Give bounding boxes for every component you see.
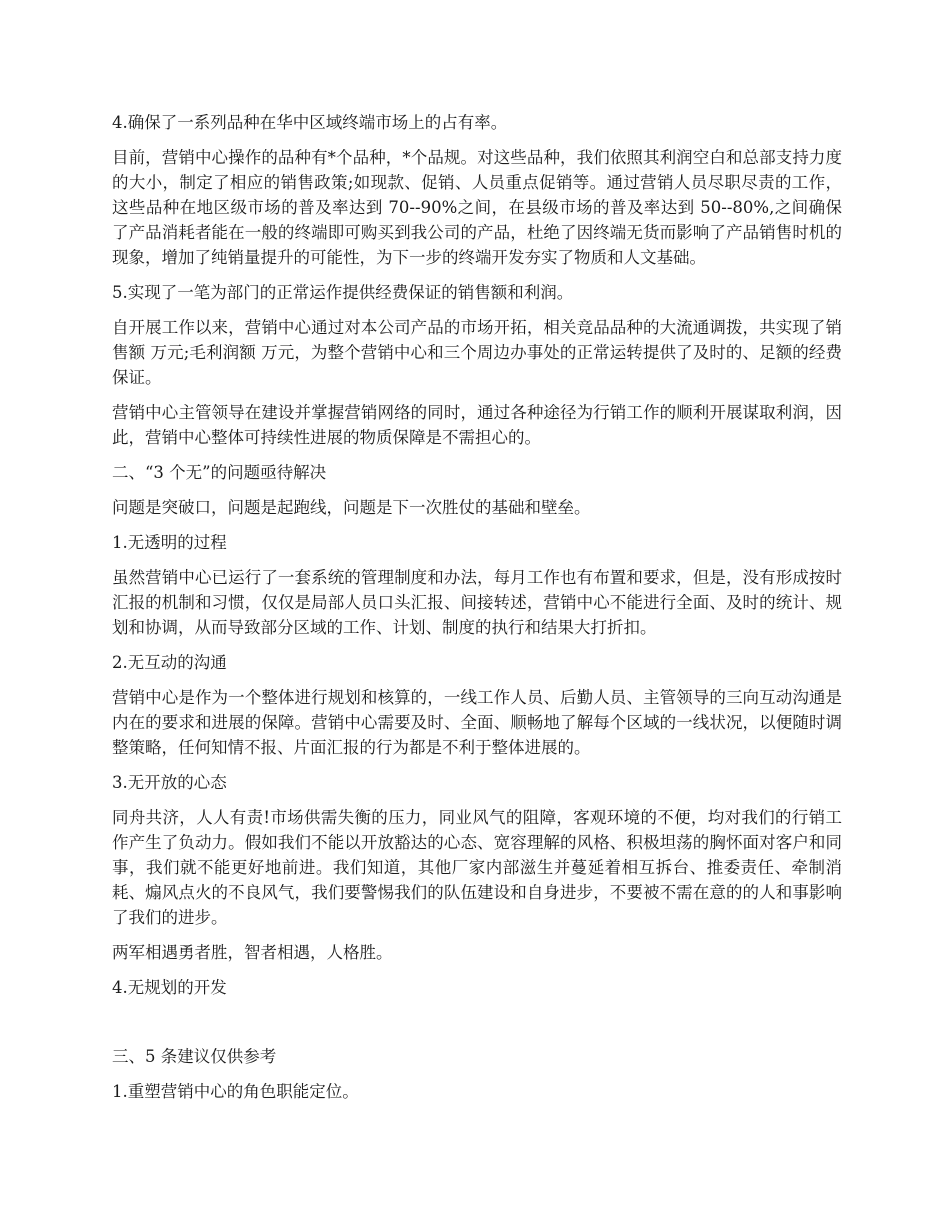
subheading-reshape-role: 1.重塑营销中心的角色职能定位。 [112, 1082, 359, 1101]
paragraph-sales-results: 自开展工作以来，营销中心通过对本公司产品的市场开拓，相关竞品品种的大流通调拨，共实现了销售额 万元;毛利润额 万元，为整个营销中心和三个周边办事处的正常运转提供了及时的、足额的经费保证。 [112, 318, 842, 387]
paragraph-no-transparency: 虽然营销中心已运行了一套系统的管理制度和办法，每月工作也有布置和要求，但是，没有形成按时汇报的机制和习惯，仅仅是局部人员口头汇报、间接转述，营销中心不能进行全面、及时的统计、规划和协调，从而导致部分区域的工作、计划、制度的执行和结果大打折扣。 [112, 568, 842, 637]
paragraph-product-coverage: 目前，营销中心操作的品种有*个品种，*个品规。对这些品种，我们依照其利润空白和总部支持力度的大小，制定了相应的销售政策;如现款、促销、人员重点促销等。通过营销人员尽职尽责的工作，这些品种在地区级市场的普及率达到 70--90%之间，在县级市场的普及率达到 50--80%,之间确保了产品消耗者能在一般的终端即可购买到我公司的产品，杜绝了因终端无货而影响了产品销售时机的现象，增加了纯销量提升的可能性，为下一步的终端开发夯实了物质和人文基础。 [112, 148, 842, 267]
paragraph-profit-guarantee: 营销中心主管领导在建设并掌握营销网络的同时，通过各种途径为行销工作的顺利开展谋取利润，因此，营销中心整体可持续性进展的物质保障是不需担心的。 [112, 403, 842, 447]
subheading-no-interaction: 2.无互动的沟通 [112, 653, 227, 672]
section-heading-three-problems: 二、“3 个无”的问题亟待解决 [112, 463, 327, 482]
paragraph-proverb: 两军相遇勇者胜，智者相遇，人格胜。 [112, 943, 393, 962]
paragraph-no-openness: 同舟共济，人人有责!市场供需失衡的压力，同业风气的阻障，客观环境的不便，均对我们的行销工作产生了负动力。假如我们不能以开放豁达的心态、宽容理解的风格、积极坦荡的胸怀面对客户和同事，我们就不能更好地前进。我们知道，其他厂家内部滋生并蔓延着相互拆台、推委责任、牵制消耗、煽风点火的不良风气，我们要警惕我们的队伍建设和自身进步，不要被不需在意的的人和事影响了我们的进步。 [112, 808, 842, 927]
subheading-no-planning: 4.无规划的开发 [112, 978, 227, 997]
document-page [112, 110, 842, 1114]
section-heading-market-share: 4.确保了一系列品种在华中区域终端市场上的占有率。 [112, 113, 508, 132]
subheading-no-openness: 3.无开放的心态 [112, 773, 227, 792]
blank-spacer [112, 1010, 842, 1044]
section-heading-sales-profit: 5.实现了一笔为部门的正常运作提供经费保证的销售额和利润。 [112, 283, 574, 302]
subheading-no-transparency: 1.无透明的过程 [112, 533, 227, 552]
section-heading-suggestions: 三、5 条建议仅供参考 [112, 1047, 277, 1066]
paragraph-problem-intro: 问题是突破口，问题是起跑线，问题是下一次胜仗的基础和壁垒。 [112, 498, 591, 517]
paragraph-no-interaction: 营销中心是作为一个整体进行规划和核算的，一线工作人员、后勤人员、主管领导的三向互动沟通是内在的要求和进展的保障。营销中心需要及时、全面、顺畅地了解每个区域的一线状况，以便随时调整策略，任何知情不报、片面汇报的行为都是不利于整体进展的。 [112, 688, 842, 757]
